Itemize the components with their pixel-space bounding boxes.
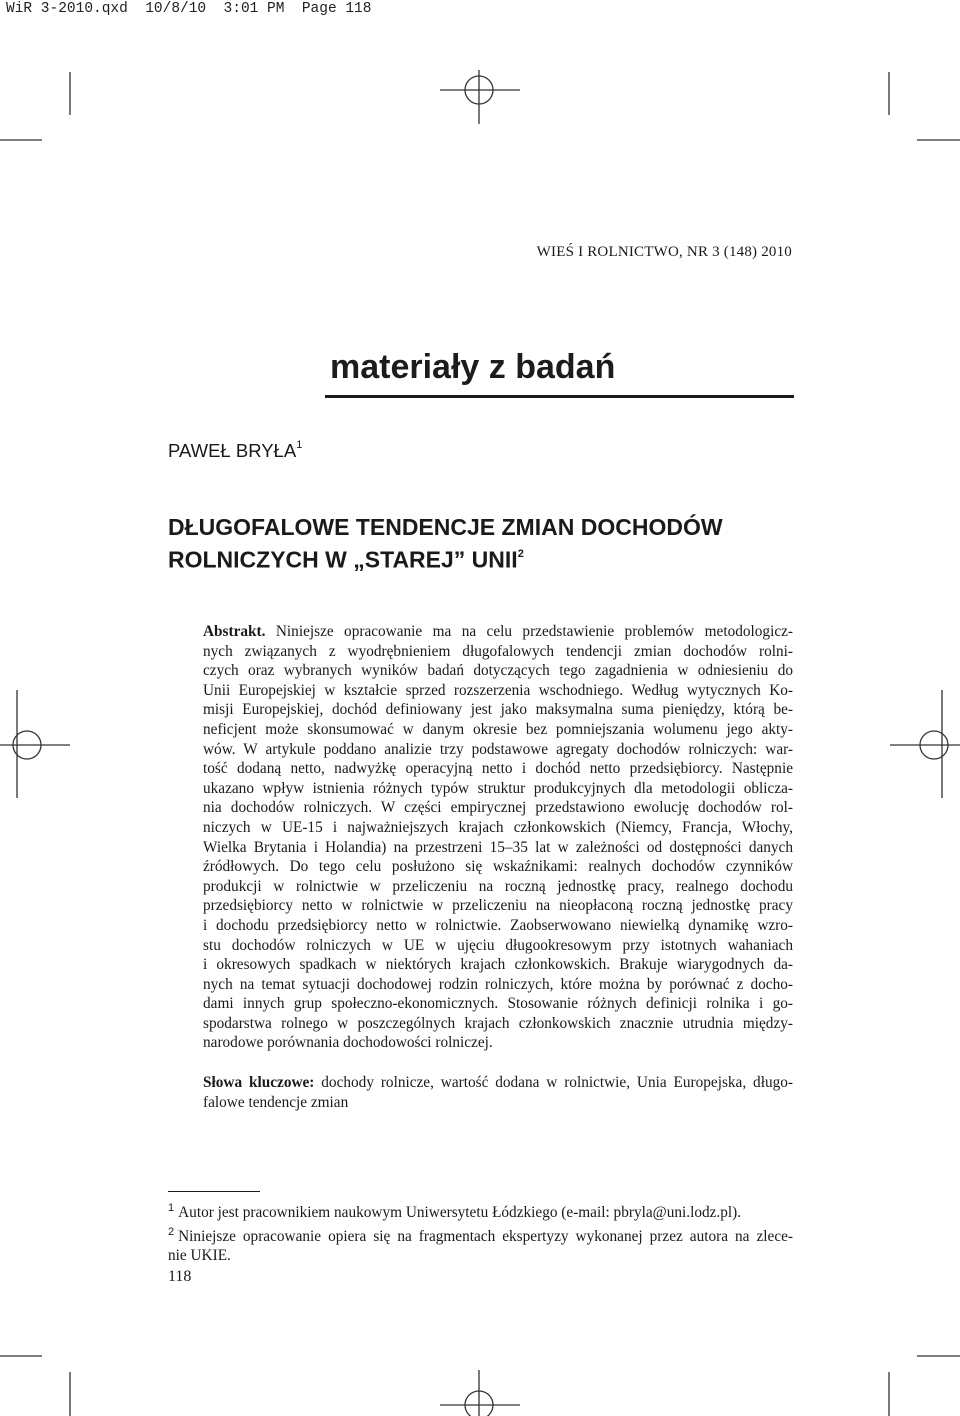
- keywords-paragraph: [203, 1073, 793, 1113]
- abstract-line: wów. W artykule poddano analizie trzy podstawowe agregaty dochodów rolniczych: war-: [203, 740, 793, 758]
- article-title: [168, 513, 808, 575]
- abstract-line: nia dochodów rolniczych. W części empirycznej przedstawiono ewolucję dochodów rol-: [203, 799, 793, 817]
- abstract-line: narodowe porównania dochodowości rolniczej.: [203, 1034, 493, 1052]
- running-header: WIEŚ I ROLNICTWO, NR 3 (148) 2010: [536, 244, 792, 260]
- title-line-2: ROLNICZYCH W „STAREJ” UNII$^2$: [168, 546, 524, 573]
- abstract-line: stu dochodów rolniczych w UE w ujęciu długookresowym przy istotnych wahaniach: [203, 936, 793, 954]
- author-name: PAWEŁ BRYŁA: [168, 440, 297, 461]
- section-title-rule: [325, 395, 794, 398]
- abstract-line: neficjent może skonsumować w danym okresie bez pomniejszania wolumenu jego akty-: [203, 720, 793, 738]
- abstract-line: źródłowych. Do tego celu posłużono się wskaźnikami: realnych dochodów czynników: [203, 858, 793, 876]
- abstract-line: i okresowych spadkach w niektórych krajach członkowskich. Brakuje wiarygodnych da-: [203, 956, 793, 974]
- title-line-1: DŁUGOFALOWE TENDENCJE ZMIAN DOCHODÓW: [168, 514, 723, 540]
- keywords-line: falowe tendencje zmian: [203, 1094, 349, 1111]
- author-footnote-ref: 1: [296, 438, 303, 451]
- abstract-line: niczych w UE-15 i najważniejszych krajach członkowskich (Niemcy, Francja, Włochy,: [203, 818, 793, 836]
- abstract-line: spodarstwa rolnego w poszczególnych krajach członkowskich znacznie utrudnia między-: [203, 1014, 793, 1032]
- abstract-line: dami innych grup społeczno-ekonomicznych. Stosowanie różnych definicji rolnika i go-: [203, 995, 793, 1013]
- keywords-label: Słowa kluczowe:: [203, 1074, 315, 1091]
- footnote-number: 2: [168, 1225, 175, 1238]
- abstract-line: tość dodaną netto, nadwyżkę operacyjną netto i dochód netto przedsiębiorcy. Następnie: [203, 760, 793, 778]
- title-footnote-ref: 2: [517, 548, 524, 560]
- footnote-1: $^1$ Autor jest pracownikiem naukowym Uniwersytetu Łódzkiego (e-mail: pbryla@uni.lodz.pl).: [168, 1202, 742, 1222]
- keywords-line: Słowa kluczowe: dochody rolnicze, wartość dodana w rolnictwie, Unia Europejska, długo-: [203, 1074, 793, 1091]
- abstract-line: misji Europejskiej, dochód definiowany jest jako maksymalna suma pieniędzy, którą be-: [203, 701, 793, 719]
- abstract-line: czych oraz wybranych wyników badań dotyczących tego zagadnienia w odniesieniu do: [203, 662, 793, 680]
- abstract-line: produkcji w rolnictwie w przeliczeniu na roczną jednostkę pracy, realnego dochodu: [203, 877, 793, 895]
- page-number: 118: [168, 1268, 192, 1285]
- section-title: materiały z badań: [330, 348, 616, 386]
- abstract-line: i dochodu przedsiębiorcy netto w rolnictwie. Zaobserwowano niewielką dynamikę wzro-: [203, 916, 793, 934]
- abstract-line: Abstrakt. Niniejsze opracowanie ma na celu przedstawienie problemów metodologicz-: [203, 623, 793, 640]
- abstract-line: przedsiębiorcy netto w rolnictwie w przeliczeniu na nieopłaconą roczną jednostkę pracy: [203, 897, 793, 915]
- footnote-2: $^2$ Niniejsze opracowanie opiera się na fragmentach ekspertyzy wykonanej przez autora na zlece- nie UKIE.: [168, 1225, 793, 1265]
- abstract-line: Unii Europejskiej w kształcie sprzed rozszerzenia wschodniego. Według wytycznych Ko-: [203, 681, 793, 699]
- footnote-separator: [168, 1191, 260, 1192]
- abstract-line: Wielka Brytania i Holandia) na przestrzeni 15–35 lat w zależności od dostępności danych: [203, 838, 793, 856]
- article-author: [168, 440, 302, 462]
- footnote-number: 1: [168, 1202, 175, 1214]
- footnote-continuation: nie UKIE.: [168, 1247, 231, 1265]
- abstract-paragraph: [203, 622, 793, 1053]
- abstract-line: nych na temat sytuacji dochodowej rodzin rolniczych, które można by porównać z docho-: [203, 975, 793, 993]
- footnotes: [168, 1199, 793, 1266]
- abstract-label: Abstrakt.: [203, 623, 266, 640]
- file-slug-line: WiR 3-2010.qxd 10/8/10 3:01 PM Page 118: [6, 1, 372, 17]
- abstract-line: ukazano wpływ istnienia różnych typów struktur produkcyjnych dla metodologii oblicza-: [203, 779, 793, 797]
- abstract-line: nych związanych z wyodrębnieniem długofalowych tendencji zmian dochodów rolni-: [203, 642, 793, 660]
